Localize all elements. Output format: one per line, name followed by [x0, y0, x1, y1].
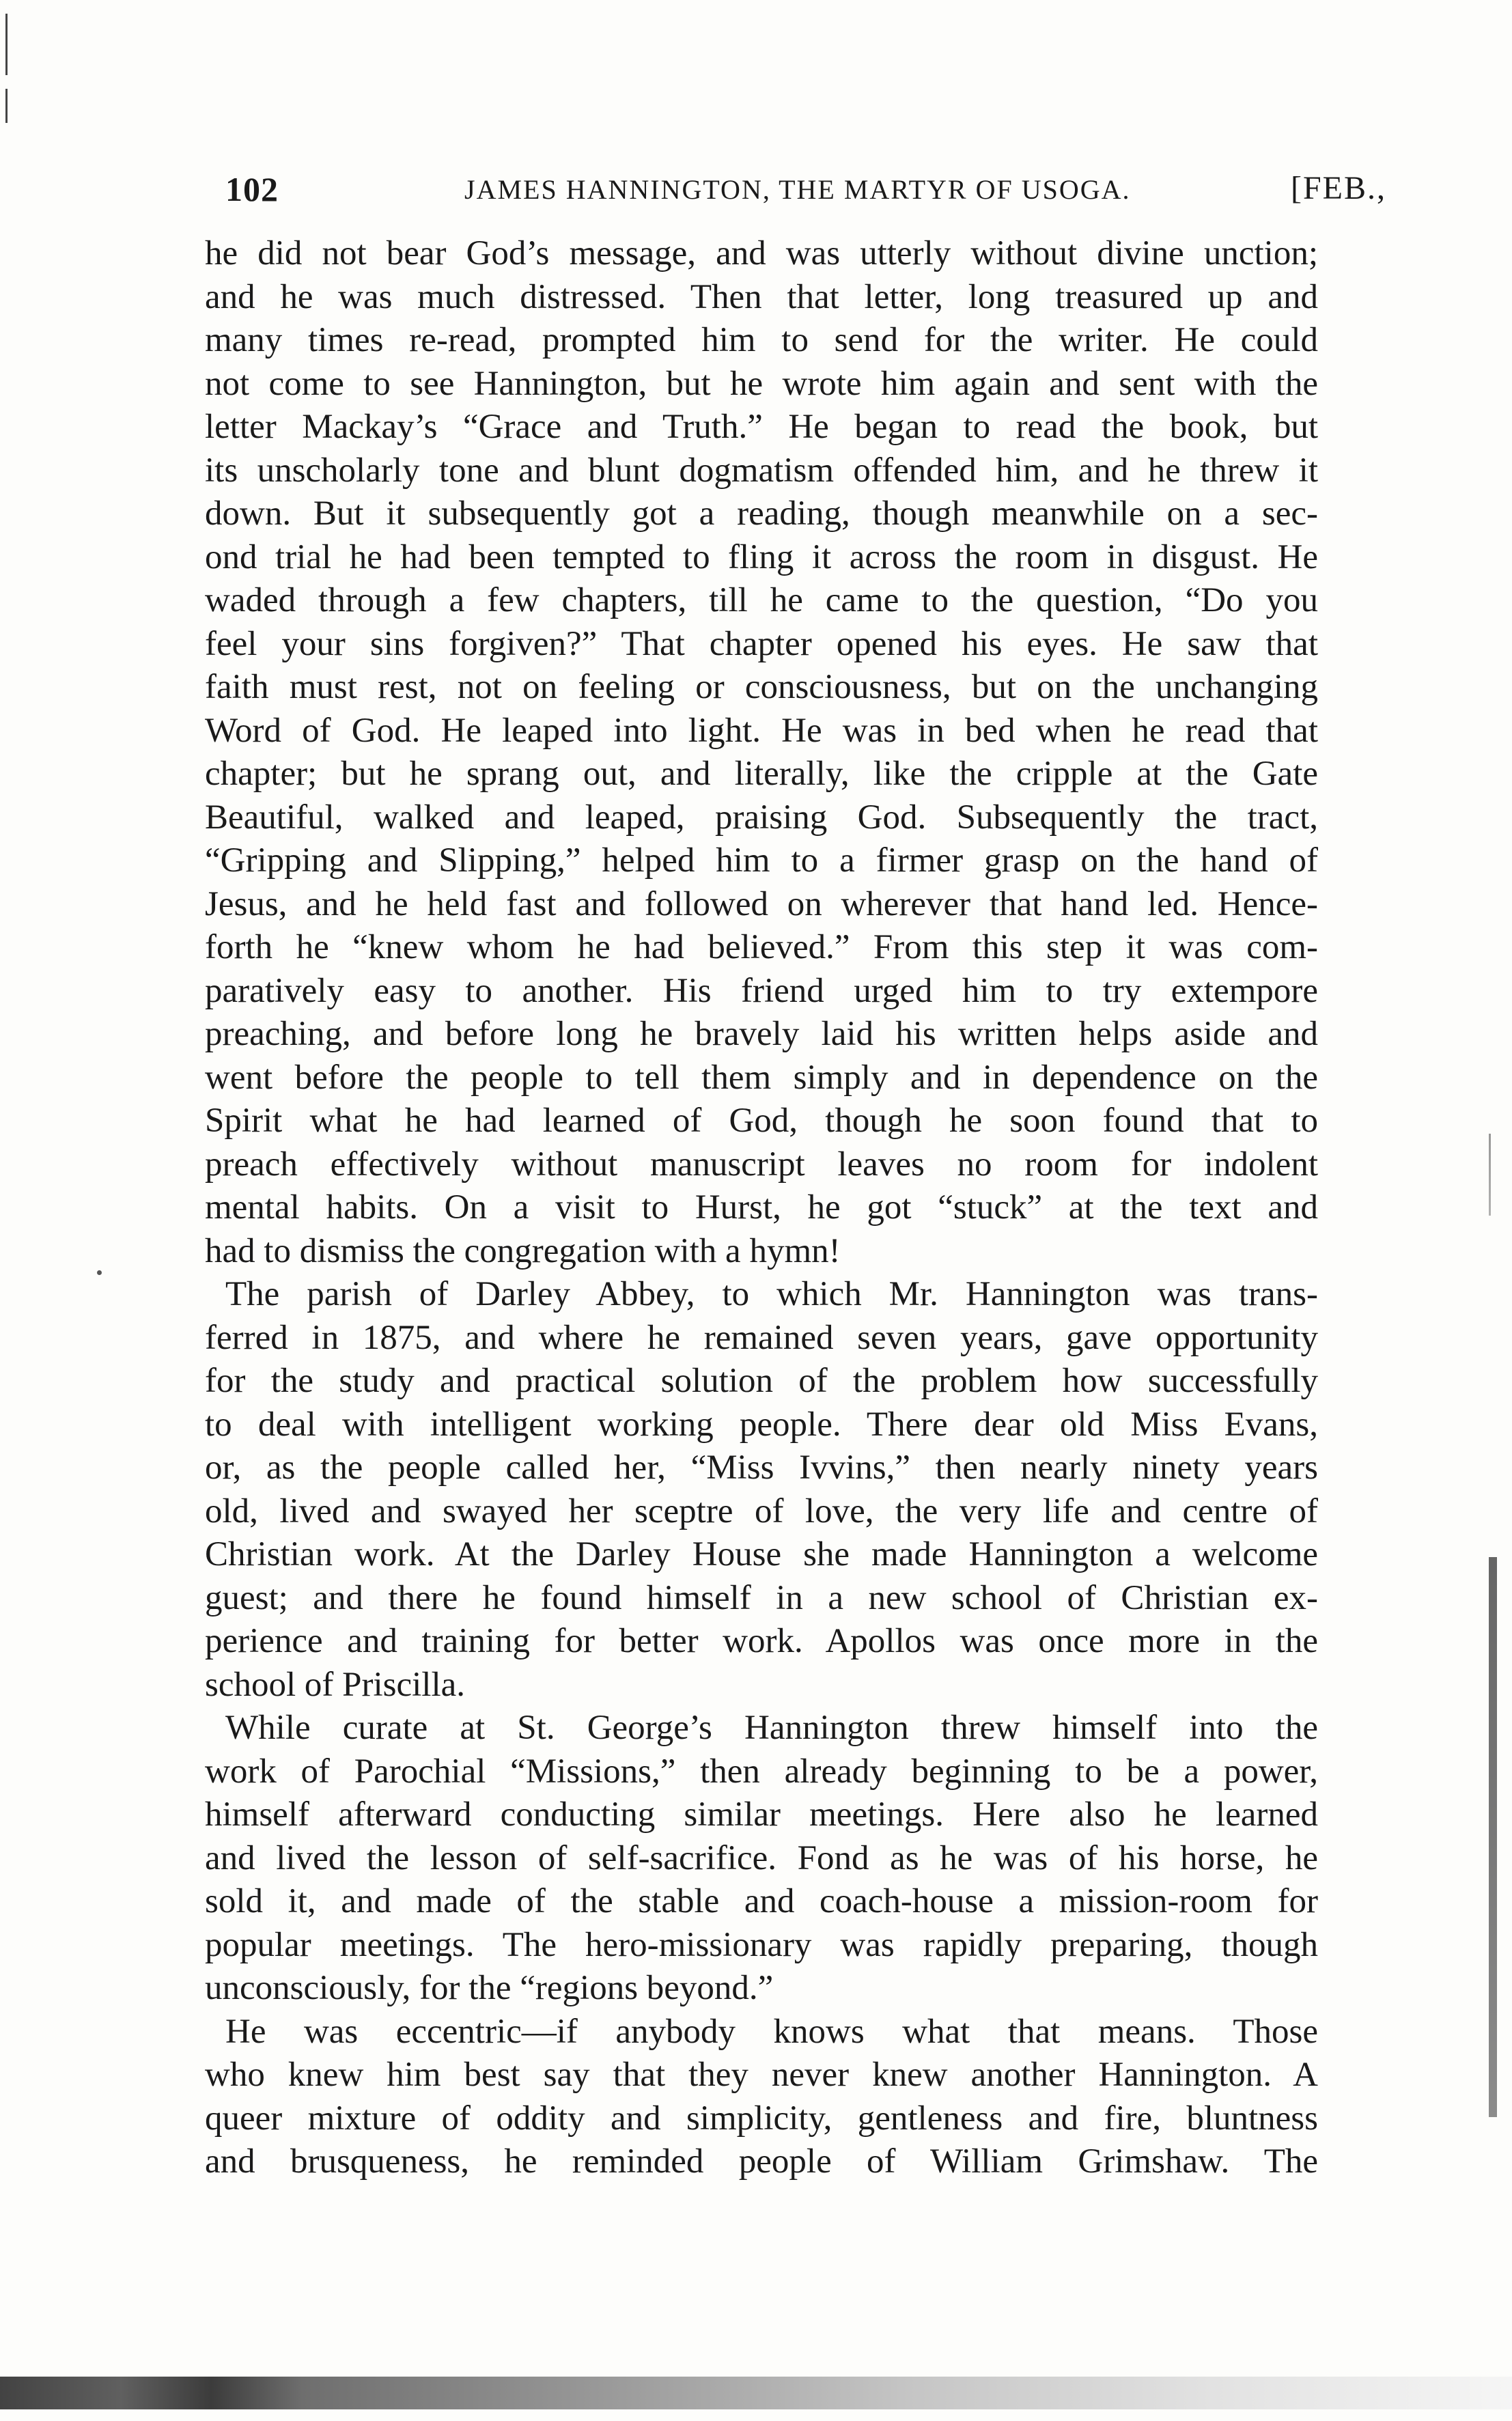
text-line: ferred in 1875, and where he remained seven years, gave opportunity: [205, 1318, 1318, 1357]
running-title: JAMES HANNINGTON, THE MARTYR OF USOGA.: [464, 174, 1131, 205]
text-line: “Gripping and Slipping,” helped him to a firmer grasp on the hand of: [205, 841, 1318, 880]
text-line: preach effectively without manuscript leaves no room for indolent: [205, 1145, 1318, 1184]
text-line: perience and training for better work. Apollos was once more in the: [205, 1622, 1318, 1660]
text-line: forth he “knew whom he had believed.” From this step it was com-: [205, 928, 1318, 966]
text-line: paratively easy to another. His friend urged him to try extempore: [205, 971, 1318, 1010]
text-line: work of Parochial “Missions,” then already beginning to be a power,: [205, 1752, 1318, 1791]
text-line: and brusqueness, he reminded people of William Grimshaw. The: [205, 2142, 1318, 2181]
scan-edge-mark: [1489, 1134, 1491, 1216]
text-line: he did not bear God’s message, and was utterly without divine unction;: [205, 234, 1318, 272]
text-line: had to dismiss the congregation with a hymn!: [205, 1231, 841, 1270]
text-line: Christian work. At the Darley House she made Hannington a welcome: [205, 1535, 1318, 1573]
text-line: waded through a few chapters, till he came to the question, “Do you: [205, 581, 1318, 619]
body-text: [205, 232, 1318, 2184]
text-line: ond trial he had been tempted to fling it across the room in disgust. He: [205, 537, 1318, 576]
text-line: for the study and practical solution of the problem how successfully: [205, 1362, 1318, 1400]
text-line: its unscholarly tone and blunt dogmatism offended him, and he threw it: [205, 451, 1318, 490]
text-line: Beautiful, walked and leaped, praising God. Subsequently the tract,: [205, 798, 1318, 837]
text-line: many times re-read, prompted him to send for the writer. He could: [205, 321, 1318, 359]
scan-speck: [97, 1270, 102, 1275]
text-line: feel your sins forgiven?” That chapter opened his eyes. He saw that: [205, 624, 1318, 663]
text-line: Jesus, and he held fast and followed on wherever that hand led. Hence-: [205, 884, 1318, 923]
text-line: himself afterward conducting similar meetings. Here also he learned: [205, 1795, 1318, 1834]
text-line: or, as the people called her, “Miss Ivvins,” then nearly ninety years: [205, 1449, 1318, 1487]
text-line: not come to see Hannington, but he wrote him again and sent with the: [205, 364, 1318, 403]
page-number: 102: [225, 170, 279, 208]
text-line: He was eccentric—if anybody knows what that means. Those: [225, 2012, 1318, 2051]
text-line: went before the people to tell them simply and in dependence on the: [205, 1058, 1318, 1097]
scan-edge-mark: [5, 14, 8, 75]
running-header: [225, 169, 1386, 217]
text-line: guest; and there he found himself in a new school of Christian ex-: [205, 1578, 1318, 1617]
text-line: queer mixture of oddity and simplicity, gentleness and fire, bluntness: [205, 2099, 1318, 2138]
scan-edge-mark: [1489, 1557, 1497, 2117]
text-line: unconsciously, for the “regions beyond.”: [205, 1969, 774, 2007]
text-line: down. But it subsequently got a reading, though meanwhile on a sec-: [205, 494, 1318, 533]
text-line: faith must rest, not on feeling or consciousness, but on the unchanging: [205, 668, 1318, 706]
text-line: The parish of Darley Abbey, to which Mr. Hannington was trans-: [225, 1275, 1318, 1313]
text-line: letter Mackay’s “Grace and Truth.” He began to read the book, but: [205, 408, 1318, 446]
scan-edge-strip: [0, 2377, 1512, 2409]
text-line: preaching, and before long he bravely laid his written helps aside and: [205, 1015, 1318, 1053]
text-line: Word of God. He leaped into light. He was in bed when he read that: [205, 711, 1318, 750]
text-line: popular meetings. The hero-missionary was rapidly preparing, though: [205, 1925, 1318, 1964]
scan-edge-mark: [5, 89, 8, 123]
text-line: While curate at St. George’s Hannington threw himself into the: [225, 1709, 1318, 1747]
text-line: and lived the lesson of self-sacrifice. Fond as he was of his horse, he: [205, 1838, 1318, 1877]
text-line: Spirit what he had learned of God, though he soon found that to: [205, 1102, 1318, 1140]
text-line: school of Priscilla.: [205, 1665, 466, 1704]
text-line: who knew him best say that they never knew another Hannington. A: [205, 2056, 1318, 2094]
section-marker: [FEB.,: [1290, 170, 1386, 206]
text-line: mental habits. On a visit to Hurst, he got “stuck” at the text and: [205, 1188, 1318, 1227]
text-line: and he was much distressed. Then that letter, long treasured up and: [205, 277, 1318, 316]
text-line: old, lived and swayed her sceptre of love, the very life and centre of: [205, 1492, 1318, 1530]
text-line: chapter; but he sprang out, and literally, like the cripple at the Gate: [205, 755, 1318, 793]
text-line: sold it, and made of the stable and coach-house a mission-room for: [205, 1882, 1318, 1920]
text-line: to deal with intelligent working people. There dear old Miss Evans,: [205, 1405, 1318, 1444]
